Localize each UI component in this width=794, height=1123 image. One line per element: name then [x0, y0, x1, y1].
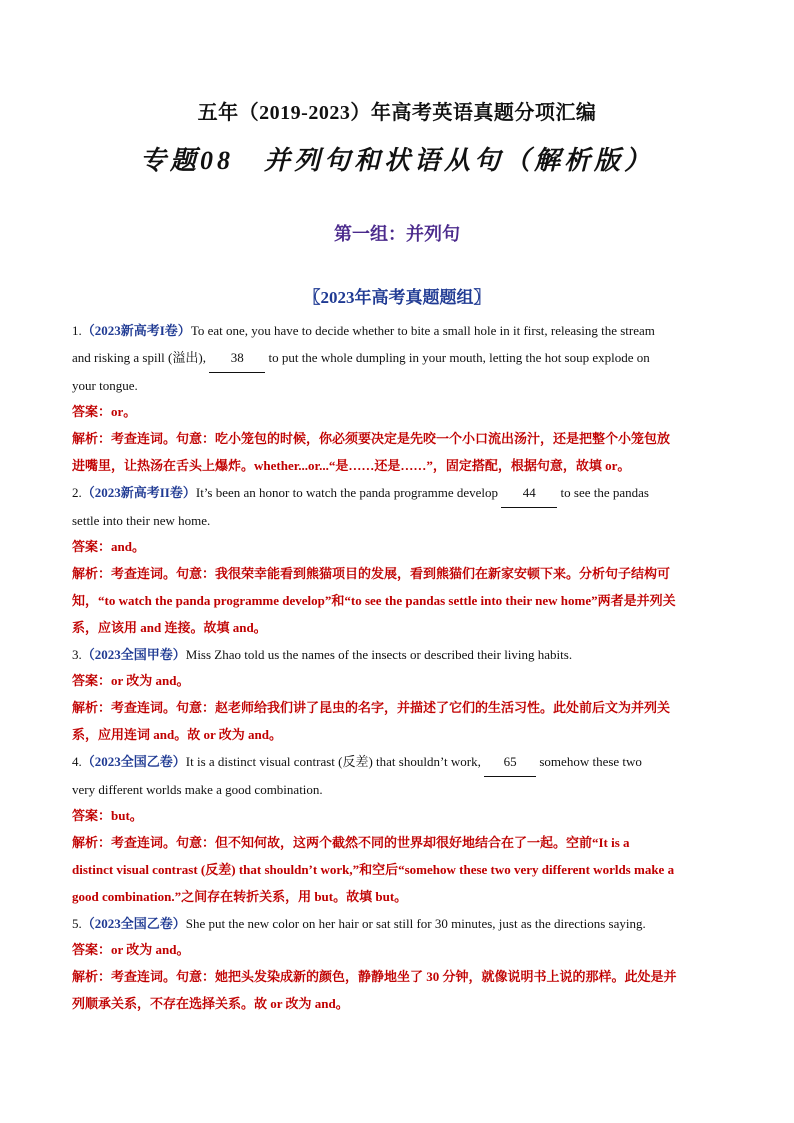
answer-blank: 44 — [501, 480, 557, 508]
answer-text: 答案：or 改为 and。 — [72, 942, 190, 958]
analysis-text: 解析：考查连词。句意：吃小笼包的时候，你必须要决定是先咬一个小口流出汤汁，还是把整个小笼包放 — [72, 431, 671, 447]
question-text: Miss Zhao told us the names of the insects or described their living habits. — [185, 646, 573, 662]
question-text: your tongue. — [72, 377, 138, 393]
answer-blank: 65 — [484, 749, 536, 777]
question-number: 1. — [72, 323, 82, 338]
year-section-title: 〖2023年高考真题题组〗 — [303, 288, 491, 307]
analysis-text: 系，应该用 and 连接。故填 and。 — [72, 619, 267, 635]
question-number: 3. — [72, 646, 82, 662]
question-list — [72, 318, 724, 1018]
question-item-1 — [72, 318, 724, 480]
analysis-text: distinct visual contrast (反差) that shouldn’t work,”和空后“somehow these two very different worlds make a — [72, 861, 675, 877]
question-text: To eat one, you have to decide whether to bite a small hole in it first, releasing the stream — [190, 323, 655, 338]
question-item-4 — [72, 749, 724, 911]
question-text: somehow these two — [539, 753, 642, 769]
topic-title: 专题08 并列句和状语从句（解析版） — [139, 146, 654, 175]
question-text: to put the whole dumpling in your mouth, letting the hot soup explode on — [268, 349, 650, 365]
question-source: （2023全国乙卷） — [81, 915, 186, 931]
analysis-text: 解析：考查连词。句意：赵老师给我们讲了昆虫的名字，并描述了它们的生活习性。此处前后文为并列关 — [72, 700, 671, 716]
question-number: 4. — [72, 753, 82, 769]
question-text: It’s been an honor to watch the panda programme develop — [195, 484, 499, 500]
question-number: 5. — [72, 915, 82, 931]
analysis-text: 知，“to watch the panda programme develop”和“to see the pandas settle into their new home”两者是并列关 — [72, 592, 676, 608]
answer-text: 答案：but。 — [72, 808, 143, 824]
question-text: settle into their new home. — [72, 512, 211, 528]
question-text: to see the pandas — [560, 484, 649, 500]
question-text: and risking a spill (溢出), — [72, 349, 206, 365]
question-number: 2. — [72, 484, 82, 500]
analysis-text: 系，应用连词 and。故 or 改为 and。 — [72, 726, 282, 742]
answer-text: 答案：or。 — [72, 404, 137, 420]
question-source: （2023新高考I卷） — [81, 323, 191, 338]
analysis-text: 解析：考查连词。句意：我很荣幸能看到熊猫项目的发展，看到熊猫们在新家安顿下来。分析句子结构可 — [72, 566, 671, 582]
main-title: 五年（2019-2023）年高考英语真题分项汇编 — [197, 102, 597, 124]
question-text: It is a distinct visual contrast (反差) that shouldn’t work, — [185, 753, 481, 769]
question-text: very different worlds make a good combination. — [72, 781, 323, 797]
question-source: （2023全国甲卷） — [81, 646, 186, 662]
question-text: She put the new color on her hair or sat still for 30 minutes, just as the directions saying. — [185, 915, 646, 931]
analysis-text: 列顺承关系，不存在选择关系。故 or 改为 and。 — [72, 995, 349, 1011]
analysis-text: 解析：考查连词。句意：但不知何故，这两个截然不同的世界却很好地结合在了一起。空前“It is a — [72, 835, 630, 851]
question-source: （2023全国乙卷） — [81, 753, 186, 769]
analysis-text: 解析：考查连词。句意：她把头发染成新的颜色，静静地坐了 30 分钟，就像说明书上说的那样。此处是并 — [72, 969, 677, 985]
question-item-3 — [72, 642, 724, 749]
answer-text: 答案：or 改为 and。 — [72, 673, 190, 689]
question-source: （2023新高考II卷） — [81, 484, 196, 500]
answer-text: 答案：and。 — [72, 539, 145, 555]
analysis-text: good combination.”之间存在转折关系，用 but。故填 but。 — [72, 888, 408, 904]
analysis-text: 进嘴里，让热汤在舌头上爆炸。whether...or...“是……还是……”，固定搭配，根据句意，故填 or。 — [72, 457, 631, 473]
answer-blank: 38 — [209, 345, 265, 373]
group-title: 第一组：并列句 — [334, 224, 460, 244]
question-item-5 — [72, 911, 724, 1018]
question-item-2 — [72, 480, 724, 642]
